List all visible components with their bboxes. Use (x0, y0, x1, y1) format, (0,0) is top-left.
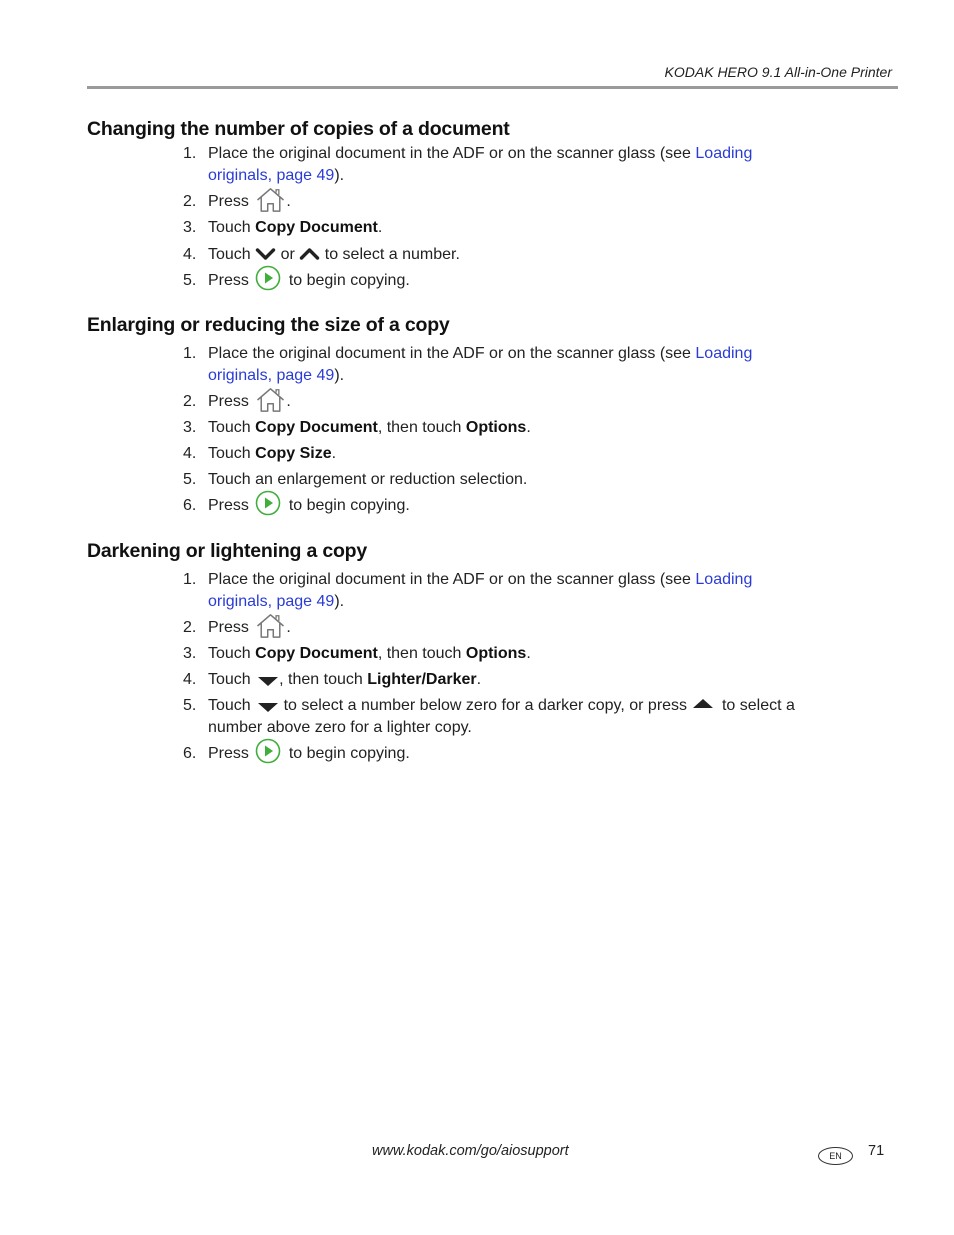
step (183, 495, 813, 517)
triangle-down-icon (257, 675, 279, 687)
step-text: Touch (208, 219, 256, 237)
start-copy-icon (255, 490, 281, 516)
step-number: 4. (183, 246, 197, 264)
start-copy-icon (255, 738, 281, 764)
step-text: Press (208, 745, 249, 763)
step-text: Place the original document in the ADF or on the scanner glass (see (208, 345, 696, 362)
step (183, 391, 813, 413)
step-text: . (286, 393, 291, 411)
step (183, 217, 813, 239)
step-number: 4. (183, 671, 197, 689)
step-number: 1. (183, 345, 197, 362)
step-text: Press (208, 393, 249, 411)
step-number: 2. (183, 619, 197, 636)
ui-term: Lighter/Darker (367, 671, 477, 689)
language-badge: EN (818, 1147, 853, 1165)
header-title: KODAK HERO 9.1 All-in-One Printer (664, 64, 892, 80)
step-number: 3. (183, 419, 197, 437)
step-text: ). (334, 167, 345, 184)
ui-term: Copy Document (255, 645, 378, 663)
step-text: to select a number below zero for a darker copy, or press (283, 697, 688, 715)
step (183, 343, 813, 387)
step-text: . (476, 671, 482, 689)
loading-originals-link[interactable]: Loading originals, page 49 (208, 571, 753, 610)
chevron-up-icon (299, 247, 320, 261)
step (183, 669, 813, 691)
step-text: Press (208, 619, 249, 637)
ui-term: Copy Document (255, 219, 378, 237)
step-text: to select a number above zero for a lighter copy. (208, 697, 795, 737)
step-text: . (331, 445, 337, 463)
step-text: Touch (208, 445, 256, 463)
steps-darken-lighten (183, 569, 813, 765)
step-text: ). (334, 593, 345, 610)
step-text: or (280, 246, 295, 264)
step-text: Touch (208, 645, 256, 663)
home-icon (255, 387, 286, 413)
step-number: 1. (183, 571, 197, 588)
step (183, 743, 813, 765)
start-copy-icon (255, 265, 281, 291)
step-number: 6. (183, 745, 197, 763)
step-text: Touch an enlargement or reduction selection. (208, 471, 528, 489)
step (183, 191, 813, 213)
step-text: Place the original document in the ADF or on the scanner glass (see (208, 145, 696, 162)
step-text: to begin copying. (288, 497, 410, 515)
step (183, 569, 813, 613)
section-copies (87, 117, 898, 141)
chevron-down-icon (255, 247, 276, 261)
step-text: Touch (208, 246, 251, 264)
step-text: to select a number. (324, 246, 460, 264)
home-icon (255, 187, 286, 213)
footer-url[interactable]: www.kodak.com/go/aiosupport (372, 1143, 569, 1159)
home-icon (255, 613, 286, 639)
loading-originals-link[interactable]: Loading originals, page 49 (208, 345, 753, 384)
step (183, 469, 813, 491)
page-number: 71 (868, 1143, 885, 1159)
step-number: 3. (183, 645, 197, 663)
section-heading: Darkening or lightening a copy (87, 540, 368, 562)
section-heading: Enlarging or reducing the size of a copy (87, 314, 450, 336)
step (183, 695, 813, 739)
step (183, 270, 813, 292)
step-text: . (286, 193, 291, 211)
step-text: . (526, 419, 531, 437)
step (183, 143, 813, 187)
steps-enlarge-reduce (183, 343, 813, 517)
step (183, 244, 813, 266)
step-text: Touch (208, 697, 251, 715)
step-number: 2. (183, 193, 197, 210)
ui-term: Options (465, 645, 527, 663)
header-rule (87, 86, 898, 89)
step (183, 443, 813, 465)
step-text: Touch (208, 671, 251, 689)
step-text: Touch (208, 419, 256, 437)
step-number: 3. (183, 219, 197, 237)
section-darken-lighten (87, 539, 898, 563)
loading-originals-link[interactable]: Loading originals, page 49 (208, 145, 753, 184)
step-text: to begin copying. (288, 272, 410, 290)
step (183, 617, 813, 639)
step-text: Place the original document in the ADF or on the scanner glass (see (208, 571, 696, 588)
ui-term: Copy Document (255, 419, 378, 437)
step-number: 5. (183, 697, 197, 715)
step-number: 2. (183, 393, 197, 410)
step-number: 5. (183, 272, 197, 290)
step-number: 5. (183, 471, 197, 489)
step-text: , then touch (279, 671, 368, 689)
step (183, 417, 813, 439)
step-text: . (526, 645, 531, 663)
step-text: , then touch (377, 645, 466, 663)
triangle-down-icon (257, 701, 279, 713)
step-text: ). (334, 367, 345, 384)
step-text: Press (208, 272, 249, 290)
step-text: . (286, 619, 291, 637)
step-text: . (377, 219, 383, 237)
triangle-up-icon (692, 698, 714, 710)
section-enlarge-reduce (87, 313, 898, 337)
step-text: , then touch (377, 419, 466, 437)
ui-term: Copy Size (255, 445, 332, 463)
step (183, 643, 813, 665)
step-number: 6. (183, 497, 197, 515)
step-text: Press (208, 193, 249, 211)
step-number: 1. (183, 145, 197, 162)
step-text: to begin copying. (288, 745, 410, 763)
section-heading: Changing the number of copies of a document (87, 118, 510, 140)
step-number: 4. (183, 445, 197, 463)
ui-term: Options (465, 419, 527, 437)
steps-copies (183, 143, 813, 292)
step-text: Press (208, 497, 249, 515)
